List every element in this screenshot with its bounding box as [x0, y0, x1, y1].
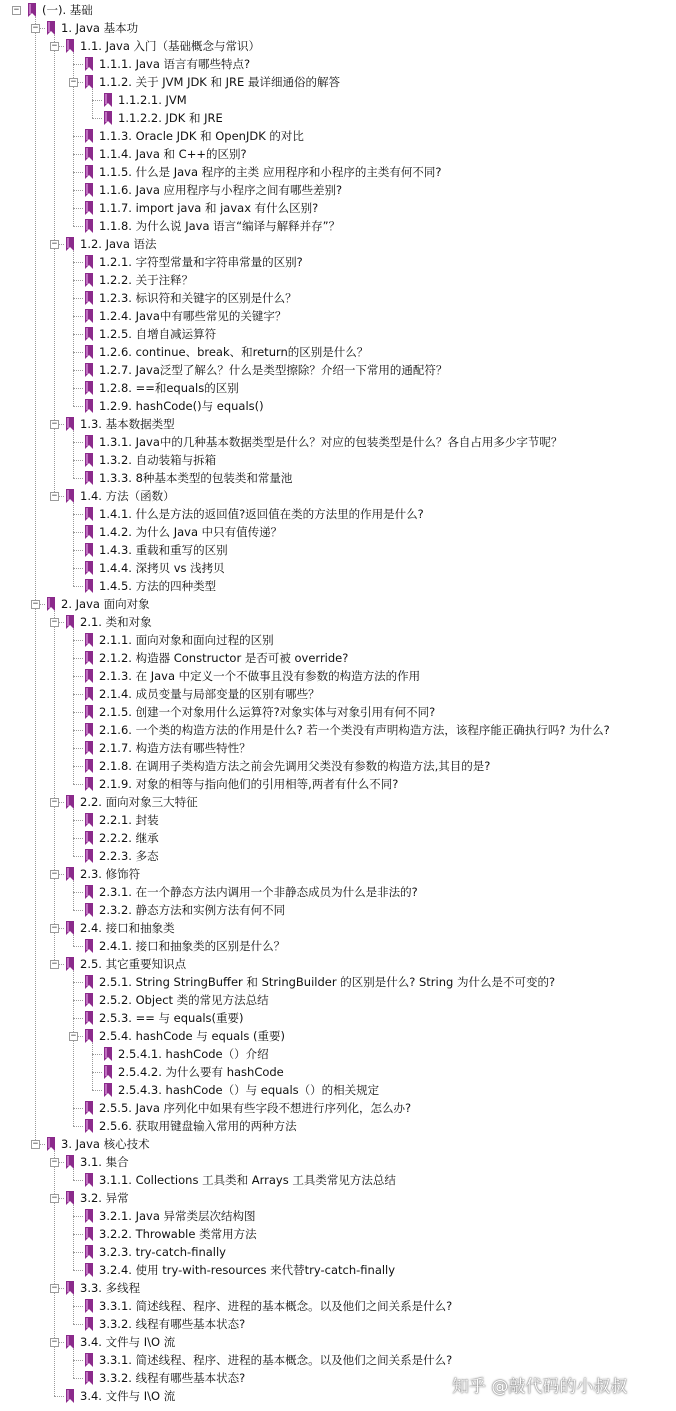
bookmark-item[interactable]: 3.3.2. 线程有哪些基本状态?	[99, 1317, 246, 1331]
bookmark-item[interactable]: 2.1.3. 在 Java 中定义一个不做事且没有参数的构造方法的作用	[99, 669, 421, 683]
bookmark-icon	[84, 1371, 94, 1385]
tree-connector	[73, 658, 83, 659]
tree-connector	[73, 784, 83, 785]
collapse-toggle[interactable]: −	[51, 1157, 58, 1167]
bookmark-icon	[84, 885, 94, 899]
bookmark-item[interactable]: 1.2.7. Java泛型了解么？什么是类型擦除？介绍一下常用的通配符？	[99, 363, 448, 377]
bookmark-icon	[84, 1317, 94, 1331]
bookmark-item[interactable]: 1.1.2.1. JVM	[118, 93, 187, 107]
bookmark-icon	[65, 1335, 75, 1349]
tree-connector	[54, 1396, 64, 1397]
bookmark-item[interactable]: 1.1.7. import java 和 javax 有什么区别?	[99, 201, 319, 215]
bookmark-item[interactable]: 2.1.2. 构造器 Constructor 是否可被 override?	[99, 651, 349, 665]
tree-connector	[73, 532, 83, 533]
tree-connector	[35, 15, 36, 1144]
bookmark-item[interactable]: 3.4. 文件与 I\O 流	[80, 1389, 176, 1403]
bookmark-icon	[84, 1209, 94, 1223]
collapse-toggle[interactable]: −	[32, 23, 39, 33]
tree-connector	[73, 136, 83, 137]
bookmark-icon	[65, 615, 75, 629]
bookmark-icon	[84, 561, 94, 575]
tree-connector	[54, 609, 55, 964]
bookmark-item[interactable]: (一). 基础	[42, 3, 93, 17]
bookmark-item[interactable]: 1.1.2.2. JDK 和 JRE	[118, 111, 223, 125]
bookmark-icon	[84, 471, 94, 485]
tree-connector	[73, 568, 83, 569]
bookmark-icon	[84, 507, 94, 521]
tree-connector	[73, 388, 83, 389]
tree-connector	[73, 550, 83, 551]
bookmark-item[interactable]: 2. Java 面向对象	[61, 597, 150, 611]
tree-connector	[73, 1018, 83, 1019]
bookmark-item[interactable]: 3.2. 异常	[80, 1191, 129, 1205]
bookmark-item[interactable]: 2.5.1. String StringBuffer 和 StringBuilder 的区别是什么? String 为什么是不可变的?	[99, 975, 556, 989]
bookmark-icon	[84, 273, 94, 287]
tree-connector	[73, 460, 83, 461]
tree-connector	[73, 370, 83, 371]
bookmark-icon	[84, 327, 94, 341]
bookmark-icon	[84, 903, 94, 917]
bookmark-icon	[65, 957, 75, 971]
tree-connector	[73, 1306, 83, 1307]
bookmark-icon	[103, 111, 113, 125]
bookmark-item[interactable]: 1.4.2. 为什么 Java 中只有值传递？	[99, 525, 283, 539]
bookmark-icon	[84, 1299, 94, 1313]
tree-connector	[73, 1293, 74, 1324]
tree-connector	[92, 1054, 102, 1055]
tree-connector	[73, 640, 83, 641]
bookmark-item[interactable]: 1.4. 方法（函数）	[80, 489, 175, 503]
bookmark-icon	[84, 201, 94, 215]
tree-connector	[73, 627, 74, 784]
bookmark-item[interactable]: 1.2. Java 语法	[80, 237, 157, 251]
tree-connector	[73, 856, 83, 857]
tree-connector	[73, 712, 83, 713]
tree-connector	[73, 429, 74, 478]
bookmark-icon	[84, 687, 94, 701]
bookmark-icon	[65, 1281, 75, 1295]
bookmark-item[interactable]: 1.2.1. 字符型常量和字符串常量的区别?	[99, 255, 303, 269]
bookmark-item[interactable]: 1.3.2. 自动装箱与拆箱	[99, 453, 217, 467]
bookmark-icon	[84, 183, 94, 197]
bookmark-item[interactable]: 1.1.2. 关于 JVM JDK 和 JRE 最详细通俗的解答	[99, 75, 340, 89]
bookmark-icon	[84, 165, 94, 179]
bookmark-item[interactable]: 1.3. 基本数据类型	[80, 417, 175, 431]
collapse-toggle[interactable]: −	[51, 1193, 58, 1203]
bookmark-icon	[65, 921, 75, 935]
tree-connector	[73, 1108, 83, 1109]
bookmark-icon	[46, 1137, 56, 1151]
bookmark-item[interactable]: 1.2.6. continue、break、和return的区别是什么？	[99, 345, 369, 359]
bookmark-item[interactable]: 2.1.8. 在调用子类构造方法之前会先调用父类没有参数的构造方法,其目的是?	[99, 759, 491, 773]
tree-connector	[73, 730, 83, 731]
bookmark-icon	[84, 543, 94, 557]
bookmark-icon	[84, 291, 94, 305]
tree-connector	[73, 64, 83, 65]
bookmark-icon	[84, 813, 94, 827]
bookmark-icon	[84, 219, 94, 233]
tree-connector	[73, 298, 83, 299]
bookmark-item[interactable]: 2.5. 其它重要知识点	[80, 957, 187, 971]
bookmark-item[interactable]: 2.1.5. 创建一个对象用什么运算符?对象实体与对象引用有何不同?	[99, 705, 436, 719]
bookmark-item[interactable]: 2.1. 类和对象	[80, 615, 152, 629]
bookmark-item[interactable]: 1.2.4. Java中有哪些常见的关键字？	[99, 309, 287, 323]
bookmark-item[interactable]: 3.2.4. 使用 try-with-resources 来代替try-catch-finally	[99, 1263, 396, 1277]
bookmark-item[interactable]: 1.4.1. 什么是方法的返回值?返回值在类的方法里的作用是什么?	[99, 507, 424, 521]
bookmark-item[interactable]: 1.1.1. Java 语言有哪些特点?	[99, 57, 251, 71]
bookmark-icon	[84, 993, 94, 1007]
bookmark-icon	[84, 363, 94, 377]
bookmark-icon	[84, 741, 94, 755]
bookmark-icon	[84, 381, 94, 395]
bookmark-icon	[84, 831, 94, 845]
bookmark-item[interactable]: 1.1. Java 入门（基础概念与常识）	[80, 39, 261, 53]
tree-connector	[73, 676, 83, 677]
bookmark-item[interactable]: 1.1.3. Oracle JDK 和 OpenJDK 的对比	[99, 129, 304, 143]
bookmark-icon	[65, 237, 75, 251]
bookmark-icon	[84, 1227, 94, 1241]
bookmark-icon	[84, 759, 94, 773]
bookmark-icon	[84, 129, 94, 143]
tree-connector	[73, 807, 74, 856]
tree-connector	[73, 316, 83, 317]
bookmark-item[interactable]: 1.2.8. ==和equals的区别	[99, 381, 239, 395]
bookmark-icon	[84, 849, 94, 863]
collapse-toggle[interactable]: −	[51, 419, 58, 429]
bookmark-icon	[65, 1191, 75, 1205]
bookmark-icon	[84, 723, 94, 737]
bookmark-item[interactable]: 3. Java 核心技术	[61, 1137, 150, 1151]
bookmark-item[interactable]: 1.2.2. 关于注释？	[99, 273, 194, 287]
bookmark-icon	[84, 147, 94, 161]
bookmark-item[interactable]: 2.1.9. 对象的相等与指向他们的引用相等,两者有什么不同?	[99, 777, 399, 791]
tree-connector	[73, 838, 83, 839]
tree-connector	[73, 1252, 83, 1253]
watermark: 知乎 @敲代码的小叔叔	[452, 1377, 628, 1397]
collapse-toggle[interactable]: −	[51, 797, 58, 807]
bookmark-item[interactable]: 3.1.1. Collections 工具类和 Arrays 工具类常见方法总结	[99, 1173, 396, 1187]
collapse-toggle[interactable]: −	[13, 5, 20, 15]
collapse-toggle[interactable]: −	[51, 869, 58, 879]
tree-connector	[73, 586, 83, 587]
bookmark-icon	[84, 1353, 94, 1367]
bookmark-icon	[84, 705, 94, 719]
tree-connector	[73, 694, 83, 695]
bookmark-icon	[84, 669, 94, 683]
bookmark-item[interactable]: 1.4.4. 深拷贝 vs 浅拷贝	[99, 561, 225, 575]
tree-connector	[92, 100, 102, 101]
bookmark-item[interactable]: 2.3.1. 在一个静态方法内调用一个非静态成员为什么是非法的?	[99, 885, 418, 899]
bookmark-item[interactable]: 3.3.2. 线程有哪些基本状态?	[99, 1371, 246, 1385]
bookmark-icon	[65, 795, 75, 809]
collapse-toggle[interactable]: −	[51, 491, 58, 501]
tree-connector	[92, 1041, 93, 1090]
collapse-toggle[interactable]: −	[51, 239, 58, 249]
bookmark-item[interactable]: 2.5.4.1. hashCode（）介绍	[118, 1047, 269, 1061]
bookmark-icon	[84, 633, 94, 647]
bookmark-icon	[84, 1119, 94, 1133]
bookmark-icon	[84, 75, 94, 89]
collapse-toggle[interactable]: −	[51, 41, 58, 51]
bookmark-icon	[84, 399, 94, 413]
bookmark-item[interactable]: 2.4. 接口和抽象类	[80, 921, 175, 935]
tree-connector	[73, 1180, 83, 1181]
bookmark-icon	[103, 1083, 113, 1097]
bookmark-icon	[84, 651, 94, 665]
collapse-toggle[interactable]: −	[32, 1139, 39, 1149]
tree-connector	[73, 249, 74, 406]
bookmark-item[interactable]: 2.5.4.2. 为什么要有 hashCode	[118, 1065, 284, 1079]
collapse-toggle[interactable]: −	[51, 959, 58, 969]
bookmark-item[interactable]: 1.4.3. 重载和重写的区别	[99, 543, 228, 557]
bookmark-icon	[84, 453, 94, 467]
collapse-toggle[interactable]: −	[51, 1283, 58, 1293]
tree-connector	[73, 190, 83, 191]
bookmark-icon	[84, 777, 94, 791]
bookmark-item[interactable]: 1.1.4. Java 和 C++的区别?	[99, 147, 247, 161]
bookmark-item[interactable]: 2.1.7. 构造方法有哪些特性？	[99, 741, 251, 755]
bookmark-item[interactable]: 2.2.3. 多态	[99, 849, 159, 863]
tree-connector	[73, 1234, 83, 1235]
tree-connector	[92, 1072, 102, 1073]
bookmark-icon	[46, 21, 56, 35]
bookmark-item[interactable]: 2.5.4. hashCode 与 equals (重要)	[99, 1029, 285, 1043]
bookmark-item[interactable]: 2.1.6. 一个类的构造方法的作用是什么? 若一个类没有声明构造方法，该程序能正确执行吗? 为什么?	[99, 723, 610, 737]
tree-connector	[73, 1216, 83, 1217]
bookmark-icon	[46, 597, 56, 611]
collapse-toggle[interactable]: −	[32, 599, 39, 609]
bookmark-item[interactable]: 3.4. 文件与 I\O 流	[80, 1335, 176, 1349]
bookmark-item[interactable]: 2.5.4.3. hashCode（）与 equals（）的相关规定	[118, 1083, 380, 1097]
bookmark-icon	[84, 1011, 94, 1025]
tree-connector	[73, 514, 83, 515]
bookmark-icon	[65, 489, 75, 503]
bookmark-item[interactable]: 2.5.2. Object 类的常见方法总结	[99, 993, 269, 1007]
tree-connector	[73, 334, 83, 335]
bookmark-icon	[65, 417, 75, 431]
bookmark-item[interactable]: 1.1.5. 什么是 Java 程序的主类 应用程序和小程序的主类有何不同?	[99, 165, 442, 179]
tree-connector	[92, 118, 102, 119]
tree-connector	[73, 478, 83, 479]
bookmark-icon	[84, 255, 94, 269]
tree-connector	[73, 1000, 83, 1001]
bookmark-icon	[65, 867, 75, 881]
tree-connector	[73, 879, 74, 910]
tree-connector	[73, 280, 83, 281]
bookmark-item[interactable]: 3.2.1. Java 异常类层次结构图	[99, 1209, 256, 1223]
bookmark-icon	[84, 435, 94, 449]
bookmark-item[interactable]: 1.1.6. Java 应用程序与小程序之间有哪些差别?	[99, 183, 343, 197]
bookmark-item[interactable]: 2.1.4. 成员变量与局部变量的区别有哪些？	[99, 687, 320, 701]
bookmark-icon	[103, 1065, 113, 1079]
bookmark-icon	[84, 309, 94, 323]
tree-connector	[73, 208, 83, 209]
bookmark-icon	[65, 39, 75, 53]
tree-connector	[73, 969, 74, 1126]
bookmark-icon	[84, 1173, 94, 1187]
tree-connector	[73, 946, 83, 947]
bookmark-item[interactable]: 2.5.6. 获取用键盘输入常用的两种方法	[99, 1119, 297, 1133]
tree-connector	[54, 1149, 55, 1396]
bookmark-item[interactable]: 1.4.5. 方法的四种类型	[99, 579, 217, 593]
bookmark-icon	[84, 525, 94, 539]
tree-connector	[92, 1090, 102, 1091]
tree-connector	[73, 820, 83, 821]
bookmark-item[interactable]: 3.2.3. try-catch-finally	[99, 1245, 226, 1259]
tree-connector	[73, 1270, 83, 1271]
tree-connector	[73, 1378, 83, 1379]
bookmark-item[interactable]: 2.2.2. 继承	[99, 831, 159, 845]
bookmark-item[interactable]: 1.3.3. 8种基本类型的包装类和常量池	[99, 471, 293, 485]
tree-connector	[73, 748, 83, 749]
bookmark-icon	[84, 57, 94, 71]
tree-connector	[92, 87, 93, 118]
bookmark-item[interactable]: 3.1. 集合	[80, 1155, 129, 1169]
bookmark-icon	[84, 345, 94, 359]
bookmark-icon	[65, 1155, 75, 1169]
bookmark-icon	[65, 1389, 75, 1403]
bookmark-icon	[84, 1263, 94, 1277]
tree-connector	[73, 892, 83, 893]
bookmark-item[interactable]: 2.4.1. 接口和抽象类的区别是什么？	[99, 939, 286, 953]
bookmark-icon	[103, 93, 113, 107]
bookmark-icon	[84, 1245, 94, 1259]
bookmark-item[interactable]: 2.2. 面向对象三大特征	[80, 795, 198, 809]
collapse-toggle[interactable]: −	[51, 617, 58, 627]
tree-connector	[73, 1126, 83, 1127]
tree-connector	[73, 982, 83, 983]
bookmark-item[interactable]: 3.3. 多线程	[80, 1281, 141, 1295]
collapse-toggle[interactable]: −	[70, 1031, 77, 1041]
bookmark-item[interactable]: 3.3.1. 简述线程、程序、进程的基本概念。以及他们之间关系是什么?	[99, 1353, 453, 1367]
bookmark-item[interactable]: 3.2.2. Throwable 类常用方法	[99, 1227, 257, 1241]
tree-connector	[73, 1324, 83, 1325]
tree-connector	[73, 1347, 74, 1378]
bookmark-icon	[84, 1101, 94, 1115]
bookmark-item[interactable]: 1. Java 基本功	[61, 21, 139, 35]
bookmark-icon	[27, 3, 37, 17]
collapse-toggle[interactable]: −	[51, 923, 58, 933]
bookmark-item[interactable]: 1.3.1. Java中的几种基本数据类型是什么？对应的包装类型是什么？各自占用多少字节呢？	[99, 435, 563, 449]
tree-connector	[73, 406, 83, 407]
tree-connector	[73, 172, 83, 173]
tree-connector	[73, 154, 83, 155]
bookmark-item[interactable]: 2.5.3. == 与 equals(重要)	[99, 1011, 244, 1025]
tree-connector	[73, 442, 83, 443]
tree-connector	[73, 1203, 74, 1270]
bookmark-item[interactable]: 1.2.5. 自增自减运算符	[99, 327, 217, 341]
tree-connector	[73, 226, 83, 227]
bookmark-item[interactable]: 1.1.8. 为什么说 Java 语言“编译与解释并存”？	[99, 219, 341, 233]
bookmark-item[interactable]: 2.3.2. 静态方法和实例方法有何不同	[99, 903, 286, 917]
bookmark-item[interactable]: 1.2.3. 标识符和关键字的区别是什么？	[99, 291, 297, 305]
tree-connector	[73, 910, 83, 911]
bookmark-item[interactable]: 2.1.1. 面向对象和面向过程的区别	[99, 633, 274, 647]
tree-connector	[73, 352, 83, 353]
bookmark-item[interactable]: 2.2.1. 封装	[99, 813, 159, 827]
bookmark-icon	[103, 1047, 113, 1061]
tree-connector	[73, 1360, 83, 1361]
collapse-toggle[interactable]: −	[51, 1337, 58, 1347]
bookmark-item[interactable]: 3.3.1. 简述线程、程序、进程的基本概念。以及他们之间关系是什么?	[99, 1299, 453, 1313]
tree-connector	[73, 766, 83, 767]
bookmark-item[interactable]: 2.3. 修饰符	[80, 867, 141, 881]
bookmark-icon	[84, 939, 94, 953]
bookmark-icon	[84, 975, 94, 989]
bookmark-icon	[84, 1029, 94, 1043]
bookmark-item[interactable]: 2.5.5. Java 序列化中如果有些字段不想进行序列化，怎么办?	[99, 1101, 412, 1115]
bookmark-item[interactable]: 1.2.9. hashCode()与 equals()	[99, 399, 264, 413]
tree-connector	[73, 262, 83, 263]
bookmark-icon	[84, 579, 94, 593]
collapse-toggle[interactable]: −	[70, 77, 77, 87]
